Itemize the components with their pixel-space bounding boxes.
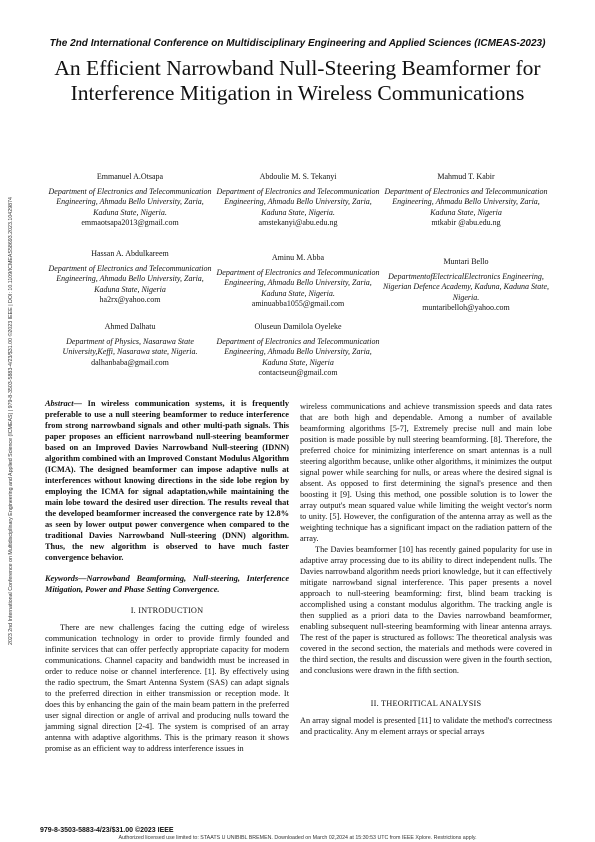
keywords: Keywords—Narrowband Beamforming, Null-steering, Interference Mitigation, Power and Phase Setting Convergence. [45, 574, 289, 594]
body-paragraph: wireless communications and achieve transmission speeds and data rates that are both high and dependable. Among a number of available beamforming algorithms [5-7], Extremely precise null and main lobe position is made possible by null steering beamforming. [8]. Therefore, the preferred choice for minimizing interference on smart antennas is a null steering algorithm because, unlike other algorithms, it minimizes the output signal power while searching for nulls, or areas where the desired signal is absent. As opposed to first determining the signal's presence and then boosting it [9]. Using this method, one possible solution is to lower the array output's mean squared value while limiting the weight vector's norm to unity. [5]. However, the configuration of the antenna array as well as the weighting technique has a significant impact on the radiation pattern of the array. [300, 402, 552, 543]
author-affiliation: Department of Electronics and Telecommunication Engineering, Ahmadu Bello University, Zaria, Kaduna State, Nigeria [384, 186, 548, 217]
author-affiliation: Department of Electronics and Telecommunication Engineering, Ahmadu Bello University, Zaria, Kaduna State, Nigeria. [48, 186, 212, 217]
author-email: contactseun@gmail.com [258, 368, 338, 377]
abstract-lead: Abstract— [45, 399, 82, 408]
author-name: Mahmud T. Kabir [437, 172, 495, 181]
left-column [45, 398, 289, 754]
author-block [381, 172, 551, 229]
author-name: Ahmed Dalhatu [104, 322, 156, 331]
author-email: ha2rx@yahoo.com [99, 295, 161, 304]
author-name: Muntari Bello [443, 257, 489, 266]
author-email: mtkabir @abu.edu.ng [431, 218, 501, 227]
author-email: dalhanbaba@gmail.com [91, 357, 169, 367]
author-affiliation: Department of Electronics and Telecommunication Engineering, Ahmadu Bello University, Zaria, Kaduna State, Nigeria. [216, 186, 380, 217]
author-affiliation: Department of Electronics and Telecommunication Engineering, Ahmadu Bello University, Zaria, Kaduna State, Nigeria [216, 336, 380, 367]
author-block [213, 172, 383, 229]
abstract-body: In wireless communication systems, it is frequently preferable to use a null steering beamformer to reduce interference from strong narrowband signals and other multi-path signals. This paper proposes an efficient narrowband null-steering beamformer based on an Improved Davies Narrowband Null-steering (IDNN) algorithm combined with an Improved Constant Modulus Algorithm (ICMA). The designed beamformer can impose adaptive nulls at interferences without knowing directions in the side lobe region by employing the ICMA for signal adaptation,while maintaining the main lobe toward the desired user direction. The results reveal that the developed beamformer increased the convergence rate by 12.8% as seen by lower output power convergence when compared to the traditional Davies Narrowband Null-steering (DNN) algorithm. Thus, the new algorithm is observed to have much faster convergence behavior. [45, 399, 289, 562]
author-block [45, 172, 215, 229]
author-email: emmaotsapa2013@gmail.com [81, 218, 179, 227]
footer-license: Authorized licensed use limited to: STAATS U UNIBIBL BREMEN. Downloaded on March 02,2024 at 15:30:53 UTC from IEEE Xplore. Restrictions apply. [118, 835, 477, 841]
abstract [45, 398, 289, 563]
author-affiliation: DepartmentofElectricalElectronics Engineering, Nigerian Defence Academy, Kaduna, Kaduna State, Nigeria. [382, 271, 550, 302]
conference-header: The 2nd International Conference on Multidisciplinary Engineering and Applied Sciences (ICMEAS-2023) [49, 38, 546, 49]
author-block [45, 249, 215, 306]
section-heading-theoretical-analysis: II. THEORITICAL ANALYSIS [370, 699, 482, 708]
author-block [213, 253, 383, 310]
doi-sidebar [4, 0, 18, 842]
author-name: Hassan A. Abdulkareem [91, 249, 169, 258]
body-paragraph: An array signal model is presented [11] to validate the method's correctness and practicality. Any m element arrays or special arrays [300, 716, 552, 736]
author-block [381, 257, 551, 314]
body-paragraph: The Davies beamformer [10] has recently gained popularity for use in adaptive array processing due to its ability to direct independent nulls. The Davies narrowband algorithm needs priori knowledge, but it can effectively mitigate narrowband signal interference. This paper presents a novel approach to null-steering beamforming: first, blind beam tracking is accomplished using a constant modulus algorithm. The tracking angle is then supplied as a priori data to the Davies narrowband beamformer, enabling subsequent null-steering beamforming with linear antenna arrays. The rest of the paper is structured as follows: The theoretical analysis was covered in the second section, the materials and methods were covered in the third section, the results and discussion were given in the fourth section, and conclusions were drawn in the fifth section. [300, 545, 552, 675]
author-name: Abdoulie M. S. Tekanyi [259, 172, 337, 181]
author-email: amstekanyi@abu.edu.ng [258, 218, 338, 227]
author-name: Aminu M. Abba [271, 253, 325, 262]
author-name: Oluseun Damilola Oyeleke [254, 322, 342, 331]
author-name: Emmanuel A.Otsapa [96, 172, 164, 181]
author-email: aminuabba1055@gmail.com [251, 299, 345, 308]
right-column [300, 401, 552, 737]
author-affiliation: Department of Electronics and Telecommunication Engineering, Ahmadu Bello University, Zaria, Kaduna State, Nigeria [48, 263, 212, 294]
author-affiliation: Department of Physics, Nasarawa State University,Keffi, Nasarawa state, Nigeria. [62, 336, 198, 356]
author-affiliation: Department of Electronics and Telecommunication Engineering, Ahmadu Bello University, Zaria, Kaduna State, Nigeria. [216, 267, 380, 298]
doi-sidebar-text: 2023 2nd International Conference on Multidisciplinary Engineering and Applied Science (ICMEAS) | 979-8-3503-5883-4/23/$31.00 ©2023 IEEE | DOI: 10.1109/ICMEAS58693.2023.10429874 [8, 197, 14, 645]
footer-isbn: 979-8-3503-5883-4/23/$31.00 ©2023 IEEE [40, 827, 174, 834]
introduction-paragraph: There are new challenges facing the cutting edge of wireless communication technology in order to provide firmly founded and infinite services that can offer perfectly appropriate capacity for modern communications. Channel capacity and bandwidth must be increased in order to reduce noise or channel interference. [1]. By effectively using the radio spectrum, the Smart Antenna System (SAS) can adapt signals to the preferred direction in either transmission or reception mode. It does this by enhancing the gain of the main beam pattern in the preferred user signal direction or angle of arrival and producing nulls toward the jamming signal direction [2-4]. The system is comprised of an array antenna with adaptive algorithms. This is the primary reason it shows promise as an efficient way to address interference issues in [45, 623, 289, 753]
author-block [45, 322, 215, 368]
paper-title: An Efficient Narrowband Null-Steering Beamformer for Interference Mitigation in Wireless Communications [54, 56, 541, 105]
author-block [213, 322, 383, 379]
author-email: muntaribelloh@yahoo.com [422, 303, 510, 312]
section-heading-introduction: I. INTRODUCTION [130, 606, 204, 615]
